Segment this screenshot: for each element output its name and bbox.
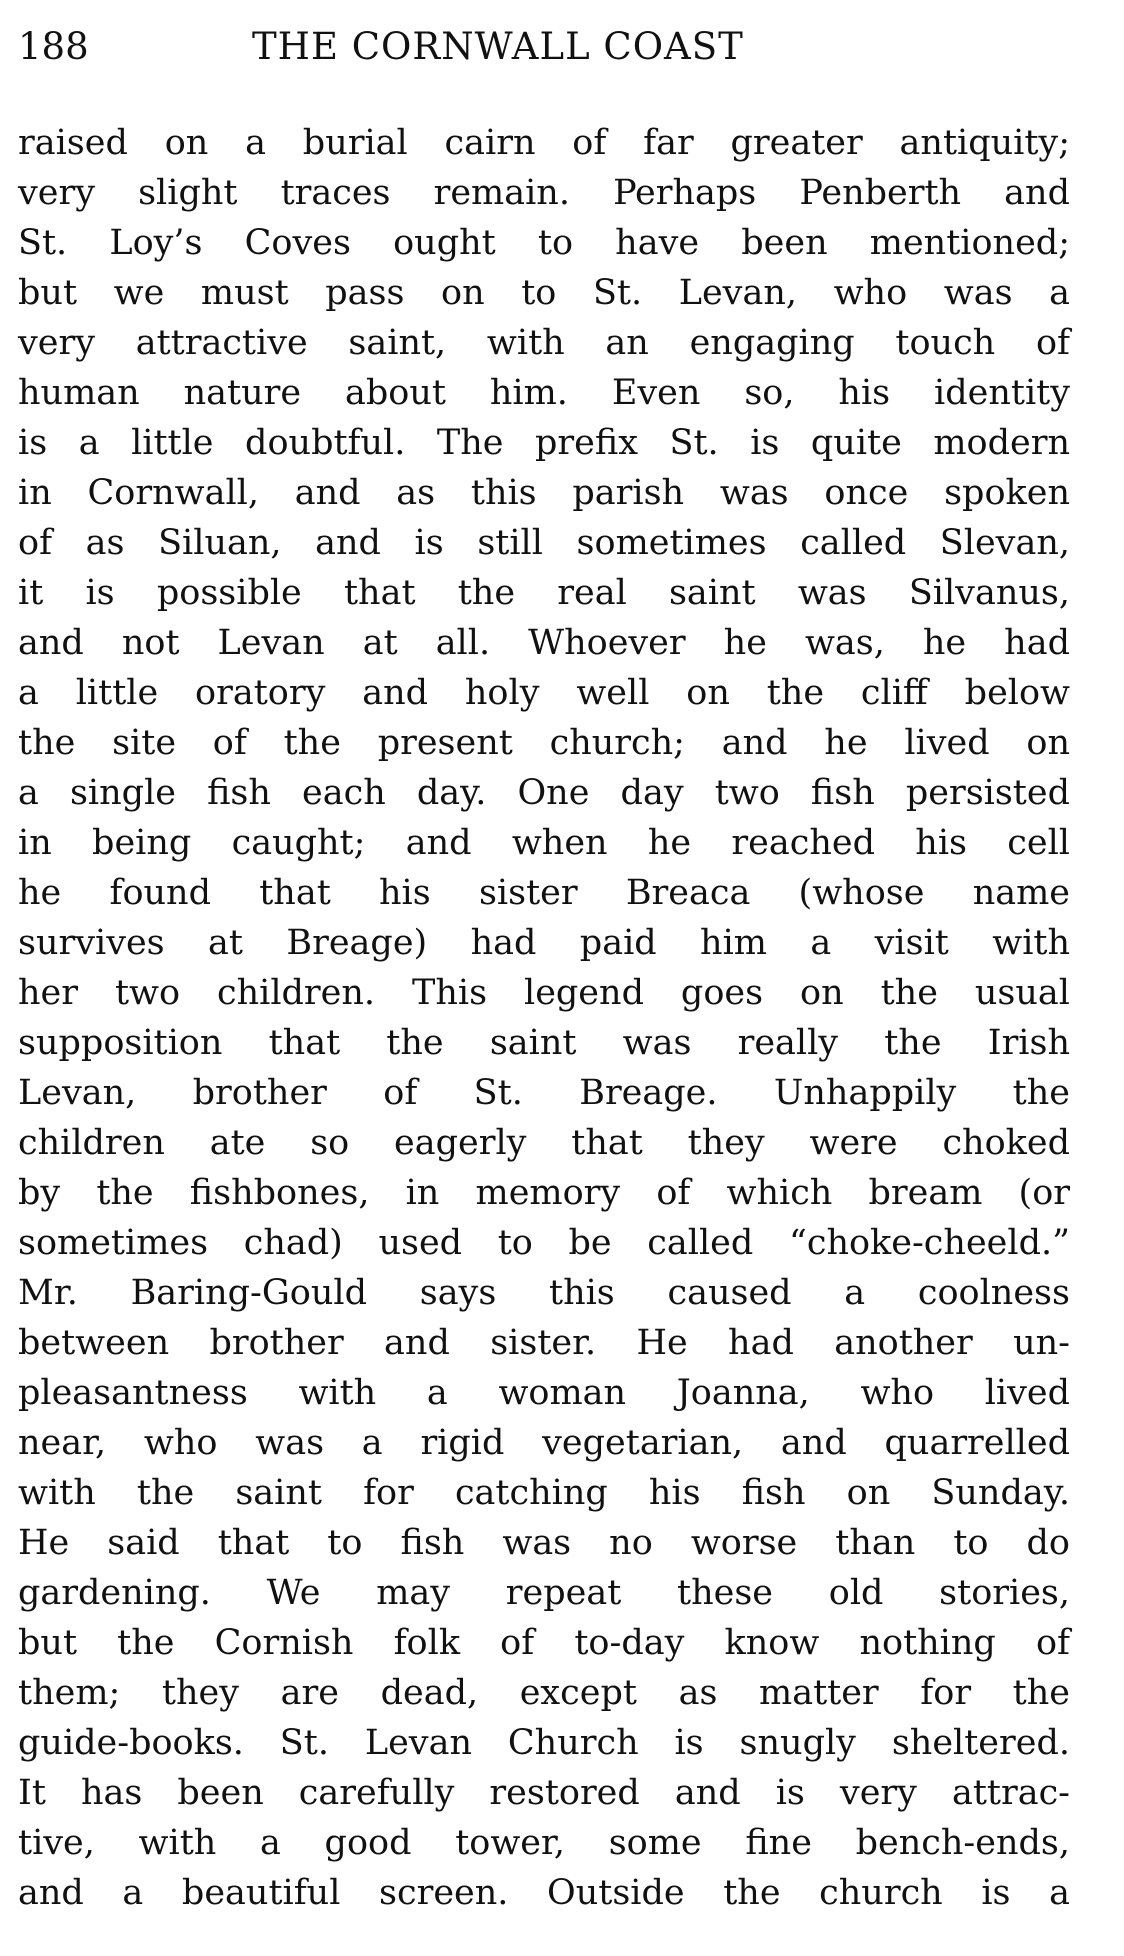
text-line: in being caught; and when he reached his cell xyxy=(18,823,1070,863)
text-line: human nature about him. Even so, his identity xyxy=(18,373,1070,413)
text-line: sometimes chad) used to be called “choke-cheeld.” xyxy=(18,1223,1070,1263)
text-line: by the fishbones, in memory of which bream (or xyxy=(18,1173,1070,1213)
text-line: and a beautiful screen. Outside the church is a xyxy=(18,1873,1070,1913)
text-line: very slight traces remain. Perhaps Penberth and xyxy=(18,173,1070,213)
text-line: children ate so eagerly that they were choked xyxy=(18,1123,1070,1163)
text-line: it is possible that the real saint was Silvanus, xyxy=(18,573,1070,613)
text-line: a little oratory and holy well on the cliff below xyxy=(18,673,1070,713)
text-line: raised on a burial cairn of far greater antiquity; xyxy=(18,123,1070,163)
text-line: supposition that the saint was really the Irish xyxy=(18,1023,1070,1063)
page-number: 188 xyxy=(18,25,89,68)
text-line: them; they are dead, except as matter for the xyxy=(18,1673,1070,1713)
text-line: between brother and sister. He had another un- xyxy=(18,1323,1070,1363)
text-line: guide-books. St. Levan Church is snugly sheltered. xyxy=(18,1723,1070,1763)
text-line: very attractive saint, with an engaging touch of xyxy=(18,323,1070,363)
text-line: the site of the present church; and he lived on xyxy=(18,723,1070,763)
text-line: pleasantness with a woman Joanna, who lived xyxy=(18,1373,1070,1413)
running-title: THE CORNWALL COAST xyxy=(252,25,744,68)
text-line: St. Loy’s Coves ought to have been mentioned; xyxy=(18,223,1070,263)
text-line: survives at Breage) had paid him a visit with xyxy=(18,923,1070,963)
text-line: tive, with a good tower, some fine bench-ends, xyxy=(18,1823,1070,1863)
text-line: It has been carefully restored and is very attrac- xyxy=(18,1773,1070,1813)
text-line: is a little doubtful. The prefix St. is quite modern xyxy=(18,423,1070,463)
text-line: of as Siluan, and is still sometimes called Slevan, xyxy=(18,523,1070,563)
text-line: gardening. We may repeat these old stories, xyxy=(18,1573,1070,1613)
text-line: but the Cornish folk of to-day know nothing of xyxy=(18,1623,1070,1663)
text-line: but we must pass on to St. Levan, who was a xyxy=(18,273,1070,313)
text-line: and not Levan at all. Whoever he was, he had xyxy=(18,623,1070,663)
text-line: in Cornwall, and as this parish was once spoken xyxy=(18,473,1070,513)
text-line: near, who was a rigid vegetarian, and quarrelled xyxy=(18,1423,1070,1463)
text-line: with the saint for catching his fish on Sunday. xyxy=(18,1473,1070,1513)
text-line: Levan, brother of St. Breage. Unhappily the xyxy=(18,1073,1070,1113)
text-line: he found that his sister Breaca (whose name xyxy=(18,873,1070,913)
text-line: her two children. This legend goes on the usual xyxy=(18,973,1070,1013)
text-line: He said that to fish was no worse than to do xyxy=(18,1523,1070,1563)
text-line: Mr. Baring-Gould says this caused a coolness xyxy=(18,1273,1070,1313)
text-line: a single fish each day. One day two fish persisted xyxy=(18,773,1070,813)
running-head xyxy=(18,22,1070,72)
body-text xyxy=(18,118,1070,1918)
